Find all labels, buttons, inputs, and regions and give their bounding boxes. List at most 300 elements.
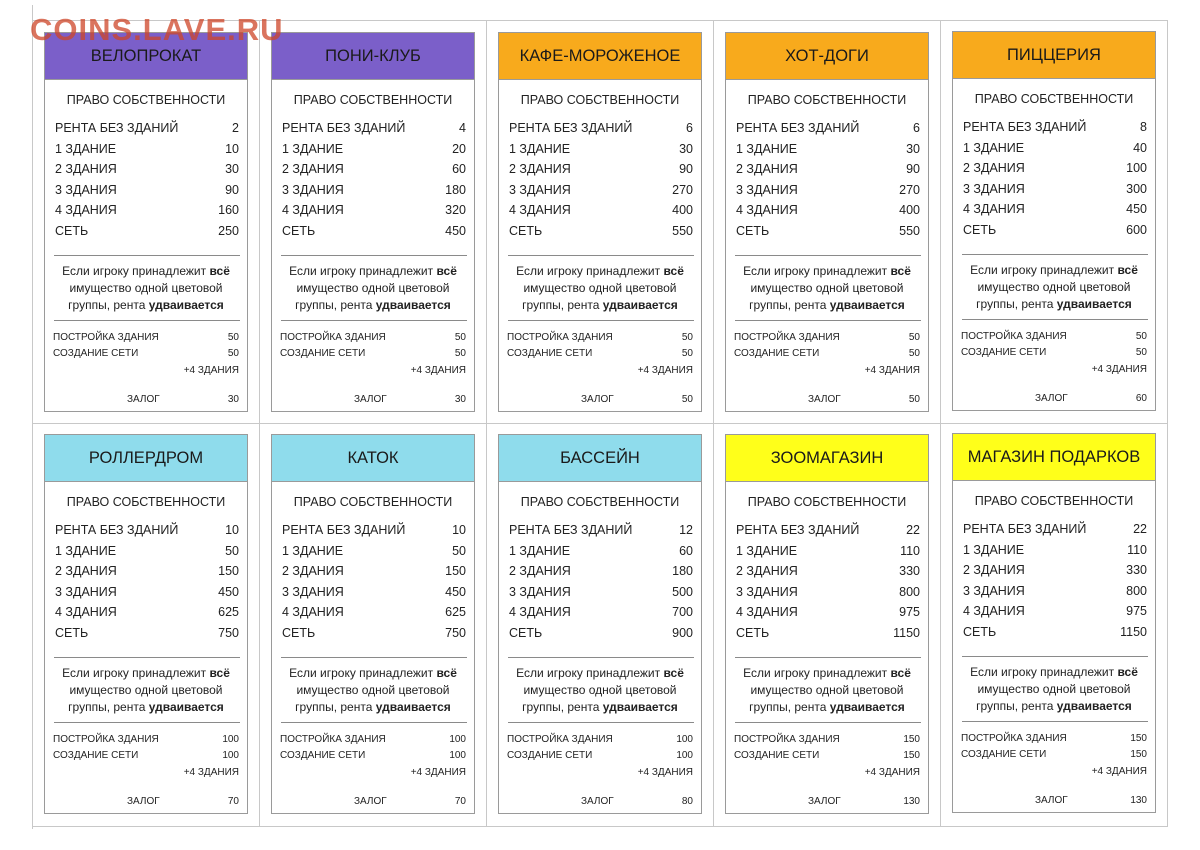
rent-3-buildings-row [282,183,466,204]
rent-no-buildings-label: РЕНТА БЕЗ ЗДАНИЙ [509,523,633,537]
rent-no-buildings-row [963,522,1147,543]
rent-2-buildings-label: 2 ЗДАНИЯ [55,162,117,177]
notice-emphasis: удваивается [602,700,678,714]
rent-2-buildings-label: 2 ЗДАНИЯ [509,162,571,177]
network-note: +4 ЗДАНИЯ [637,766,693,778]
divider [54,320,240,321]
network-cost-row [961,749,1147,765]
notice-emphasis: всё [890,264,911,278]
rent-4-buildings-value: 700 [672,605,693,620]
build-cost-row [507,332,693,348]
network-note-row [53,365,239,381]
build-costs [507,734,693,783]
rent-1-building-label: 1 ЗДАНИЕ [736,141,798,156]
rent-1-building-row [509,142,693,163]
divider [735,320,921,321]
rent-1-building-label: 1 ЗДАНИЕ [55,543,117,558]
network-cost-label: СОЗДАНИЕ СЕТИ [53,348,139,360]
rent-4-buildings-label: 4 ЗДАНИЯ [55,203,117,218]
card-title: КАФЕ-МОРОЖЕНОЕ [499,33,701,80]
rent-4-buildings-row [509,605,693,626]
notice-emphasis: удваивается [1056,699,1132,713]
notice-emphasis: удваивается [829,700,905,714]
mortgage-label: ЗАЛОГ [581,796,614,807]
mortgage-value: 130 [1130,795,1147,806]
rent-1-building-row [282,142,466,163]
network-note-row [507,767,693,783]
divider [962,656,1148,657]
mortgage-value: 50 [908,394,920,405]
rent-network-value: 750 [445,625,466,640]
rent-network-label: СЕТЬ [509,625,543,640]
rent-network-label: СЕТЬ [736,223,770,238]
rent-1-building-label: 1 ЗДАНИЕ [963,542,1025,557]
notice-emphasis: всё [1117,263,1138,277]
divider [508,255,694,256]
build-cost-row [961,733,1147,749]
network-cost-label: СОЗДАНИЕ СЕТИ [53,750,139,762]
notice-emphasis: всё [209,264,230,278]
network-cost-value: 150 [1130,749,1147,761]
ownership-label: ПРАВО СОБСТВЕННОСТИ [747,93,907,107]
network-note: +4 ЗДАНИЯ [864,766,920,778]
rent-no-buildings-value: 4 [459,121,466,135]
rent-4-buildings-value: 160 [218,203,239,218]
network-note-row [507,365,693,381]
property-card [44,32,248,412]
rent-no-buildings-value: 10 [225,523,239,537]
rent-no-buildings-label: РЕНТА БЕЗ ЗДАНИЙ [509,121,633,135]
rent-no-buildings-label: РЕНТА БЕЗ ЗДАНИЙ [736,523,860,537]
rent-2-buildings-value: 330 [899,564,920,579]
network-cost-value: 50 [681,348,693,360]
build-cost-label: ПОСТРОЙКА ЗДАНИЯ [53,734,159,745]
rent-1-building-row [509,544,693,565]
network-cost-value: 50 [1135,347,1147,359]
rent-3-buildings-row [736,183,920,204]
rent-3-buildings-label: 3 ЗДАНИЯ [736,584,798,599]
rent-no-buildings-row [509,523,693,544]
rent-4-buildings-label: 4 ЗДАНИЯ [963,202,1025,217]
build-costs [53,734,239,783]
network-cost-label: СОЗДАНИЕ СЕТИ [734,348,820,360]
divider [54,657,240,658]
build-cost-value: 100 [449,734,466,745]
mortgage-row [1035,393,1147,404]
network-cost-row [507,348,693,364]
rent-no-buildings-label: РЕНТА БЕЗ ЗДАНИЙ [282,121,406,135]
notice-emphasis: всё [663,666,684,680]
mortgage-row [1035,795,1147,806]
build-cost-value: 100 [222,734,239,745]
build-costs [280,332,466,381]
rent-table [963,120,1147,244]
ownership-label: ПРАВО СОБСТВЕННОСТИ [974,92,1134,106]
build-cost-label: ПОСТРОЙКА ЗДАНИЯ [280,734,386,745]
mortgage-label: ЗАЛОГ [808,394,841,405]
notice-text: группы, рента [68,298,149,312]
rent-2-buildings-label: 2 ЗДАНИЯ [736,564,798,579]
rent-no-buildings-row [736,121,920,142]
color-group-notice [278,263,468,314]
notice-text: имущество одной цветовой [296,683,450,697]
rent-2-buildings-label: 2 ЗДАНИЯ [55,564,117,579]
rent-network-value: 600 [1126,222,1147,237]
rent-4-buildings-row [55,203,239,224]
network-cost-row [734,348,920,364]
network-note: +4 ЗДАНИЯ [183,364,239,376]
network-note: +4 ЗДАНИЯ [864,364,920,376]
notice-text: Если игроку принадлежит [970,263,1118,277]
property-card [952,433,1156,813]
rent-2-buildings-row [55,162,239,183]
build-cost-label: ПОСТРОЙКА ЗДАНИЯ [53,332,159,343]
build-cost-row [961,331,1147,347]
rent-no-buildings-row [963,120,1147,141]
rent-4-buildings-row [736,203,920,224]
divider [735,657,921,658]
rent-no-buildings-value: 22 [906,523,920,537]
rent-4-buildings-label: 4 ЗДАНИЯ [736,605,798,620]
rent-no-buildings-label: РЕНТА БЕЗ ЗДАНИЙ [963,120,1087,134]
mortgage-row [354,394,466,405]
notice-emphasis: всё [436,264,457,278]
network-cost-value: 50 [908,348,920,360]
rent-4-buildings-row [736,605,920,626]
network-note: +4 ЗДАНИЯ [1091,363,1147,375]
rent-1-building-value: 60 [679,543,693,558]
divider [281,722,467,723]
rent-2-buildings-value: 150 [445,564,466,579]
network-cost-label: СОЗДАНИЕ СЕТИ [507,750,593,762]
mortgage-label: ЗАЛОГ [354,394,387,405]
card-title: БАССЕЙН [499,435,701,482]
rent-1-building-label: 1 ЗДАНИЕ [736,543,798,558]
rent-3-buildings-row [736,585,920,606]
card-title: ВЕЛОПРОКАТ [45,33,247,80]
card-title: ПОНИ-КЛУБ [272,33,474,80]
rent-1-building-value: 110 [900,543,920,558]
rent-4-buildings-value: 400 [672,203,693,218]
build-costs [961,331,1147,380]
build-cost-row [507,734,693,750]
notice-emphasis: удваивается [1056,297,1132,311]
notice-text: имущество одной цветовой [750,281,904,295]
rent-2-buildings-row [509,162,693,183]
rent-1-building-row [282,544,466,565]
network-cost-label: СОЗДАНИЕ СЕТИ [734,750,820,762]
rent-4-buildings-label: 4 ЗДАНИЯ [509,605,571,620]
notice-emphasis: всё [209,666,230,680]
rent-no-buildings-label: РЕНТА БЕЗ ЗДАНИЙ [282,523,406,537]
notice-text: имущество одной цветовой [977,280,1131,294]
build-costs [961,733,1147,782]
mortgage-label: ЗАЛОГ [1035,795,1068,806]
mortgage-value: 130 [903,796,920,807]
rent-no-buildings-row [55,121,239,142]
rent-2-buildings-label: 2 ЗДАНИЯ [282,564,344,579]
color-group-notice [278,665,468,716]
rent-2-buildings-row [963,563,1147,584]
ownership-label: ПРАВО СОБСТВЕННОСТИ [747,495,907,509]
divider [508,657,694,658]
notice-emphasis: удваивается [375,298,451,312]
divider [508,722,694,723]
mortgage-row [581,394,693,405]
rent-no-buildings-row [509,121,693,142]
rent-2-buildings-row [736,162,920,183]
divider [962,319,1148,320]
notice-emphasis: всё [663,264,684,278]
rent-network-value: 450 [445,223,466,238]
build-costs [734,332,920,381]
color-group-notice [732,263,922,314]
network-cost-label: СОЗДАНИЕ СЕТИ [507,348,593,360]
network-cost-row [280,750,466,766]
rent-3-buildings-label: 3 ЗДАНИЯ [282,584,344,599]
network-note-row [734,365,920,381]
ownership-label: ПРАВО СОБСТВЕННОСТИ [520,495,680,509]
divider [54,722,240,723]
mortgage-label: ЗАЛОГ [1035,393,1068,404]
rent-table [736,121,920,245]
rent-2-buildings-label: 2 ЗДАНИЯ [736,162,798,177]
network-cost-value: 50 [227,348,239,360]
rent-3-buildings-value: 800 [1126,583,1147,598]
rent-network-row [282,626,466,647]
rent-4-buildings-value: 975 [1126,604,1147,619]
rent-3-buildings-value: 450 [445,584,466,599]
rent-2-buildings-value: 60 [452,162,466,177]
notice-text: Если игроку принадлежит [62,666,210,680]
build-cost-label: ПОСТРОЙКА ЗДАНИЯ [280,332,386,343]
notice-text: Если игроку принадлежит [289,666,437,680]
notice-text: имущество одной цветовой [523,281,677,295]
rent-3-buildings-value: 300 [1126,181,1147,196]
rent-1-building-row [55,544,239,565]
rent-4-buildings-value: 400 [899,203,920,218]
rent-3-buildings-row [509,183,693,204]
rent-1-building-value: 50 [452,543,466,558]
rent-4-buildings-value: 625 [218,605,239,620]
network-cost-value: 50 [454,348,466,360]
property-card [952,31,1156,411]
rent-network-row [736,224,920,245]
rent-3-buildings-value: 800 [899,584,920,599]
rent-1-building-value: 30 [906,141,920,156]
network-note: +4 ЗДАНИЯ [410,766,466,778]
notice-text: имущество одной цветовой [750,683,904,697]
rent-network-label: СЕТЬ [55,223,89,238]
rent-no-buildings-value: 12 [679,523,693,537]
rent-no-buildings-label: РЕНТА БЕЗ ЗДАНИЙ [55,121,179,135]
rent-4-buildings-label: 4 ЗДАНИЯ [282,203,344,218]
rent-network-row [736,626,920,647]
rent-network-value: 1150 [1120,624,1147,639]
rent-3-buildings-label: 3 ЗДАНИЯ [963,583,1025,598]
mortgage-row [808,394,920,405]
rent-1-building-label: 1 ЗДАНИЕ [282,543,344,558]
rent-no-buildings-row [282,121,466,142]
notice-text: Если игроку принадлежит [743,666,891,680]
rent-table [282,523,466,647]
mortgage-label: ЗАЛОГ [581,394,614,405]
build-costs [507,332,693,381]
rent-network-row [509,626,693,647]
build-cost-row [53,332,239,348]
notice-text: имущество одной цветовой [296,281,450,295]
mortgage-row [808,796,920,807]
property-card [725,32,929,412]
rent-network-value: 750 [218,625,239,640]
color-group-notice [505,263,695,314]
rent-no-buildings-value: 6 [686,121,693,135]
divider [735,255,921,256]
notice-text: Если игроку принадлежит [289,264,437,278]
rent-network-label: СЕТЬ [963,222,997,237]
color-group-notice [505,665,695,716]
rent-1-building-row [736,544,920,565]
ownership-label: ПРАВО СОБСТВЕННОСТИ [974,494,1134,508]
rent-2-buildings-value: 30 [225,162,239,177]
rent-table [736,523,920,647]
rent-4-buildings-label: 4 ЗДАНИЯ [55,605,117,620]
property-card [44,434,248,814]
rent-3-buildings-value: 90 [225,182,239,197]
build-cost-row [734,332,920,348]
network-cost-row [53,750,239,766]
rent-no-buildings-row [282,523,466,544]
rent-no-buildings-label: РЕНТА БЕЗ ЗДАНИЙ [963,522,1087,536]
notice-text: Если игроку принадлежит [970,665,1118,679]
network-cost-value: 100 [676,750,693,762]
notice-text: группы, рента [749,700,830,714]
rent-no-buildings-label: РЕНТА БЕЗ ЗДАНИЙ [55,523,179,537]
rent-1-building-value: 30 [679,141,693,156]
property-card [271,434,475,814]
notice-text: Если игроку принадлежит [62,264,210,278]
network-cost-label: СОЗДАНИЕ СЕТИ [961,347,1047,359]
rent-table [963,522,1147,646]
build-cost-row [280,734,466,750]
network-cost-label: СОЗДАНИЕ СЕТИ [280,750,366,762]
rent-3-buildings-row [55,183,239,204]
build-costs [734,734,920,783]
rent-3-buildings-label: 3 ЗДАНИЯ [509,584,571,599]
rent-network-value: 1150 [893,625,920,640]
rent-1-building-value: 20 [452,141,466,156]
rent-2-buildings-value: 180 [672,564,693,579]
color-group-notice [51,263,241,314]
rent-table [55,121,239,245]
notice-emphasis: удваивается [829,298,905,312]
rent-2-buildings-label: 2 ЗДАНИЯ [282,162,344,177]
rent-network-row [963,223,1147,244]
rent-3-buildings-row [509,585,693,606]
mortgage-row [127,394,239,405]
rent-3-buildings-row [963,182,1147,203]
mortgage-label: ЗАЛОГ [808,796,841,807]
build-cost-row [280,332,466,348]
network-cost-row [53,348,239,364]
property-card [498,32,702,412]
network-cost-row [507,750,693,766]
build-cost-label: ПОСТРОЙКА ЗДАНИЯ [961,733,1067,744]
rent-1-building-label: 1 ЗДАНИЕ [509,543,571,558]
rent-4-buildings-row [55,605,239,626]
network-cost-label: СОЗДАНИЕ СЕТИ [280,348,366,360]
rent-network-row [963,625,1147,646]
mortgage-row [354,796,466,807]
rent-1-building-row [963,141,1147,162]
notice-text: группы, рента [976,297,1057,311]
notice-emphasis: всё [436,666,457,680]
divider [281,255,467,256]
notice-emphasis: всё [1117,665,1138,679]
rent-network-value: 550 [672,223,693,238]
ownership-label: ПРАВО СОБСТВЕННОСТИ [293,93,453,107]
rent-2-buildings-label: 2 ЗДАНИЯ [509,564,571,579]
network-note-row [53,767,239,783]
rent-3-buildings-value: 180 [445,182,466,197]
color-group-notice [959,664,1149,715]
rent-no-buildings-value: 6 [913,121,920,135]
divider [281,657,467,658]
build-cost-row [53,734,239,750]
rent-3-buildings-value: 270 [672,182,693,197]
rent-3-buildings-value: 500 [672,584,693,599]
rent-3-buildings-row [282,585,466,606]
build-cost-label: ПОСТРОЙКА ЗДАНИЯ [961,331,1067,342]
card-title: КАТОК [272,435,474,482]
card-title: ХОТ-ДОГИ [726,33,928,80]
mortgage-label: ЗАЛОГ [127,394,160,405]
rent-1-building-label: 1 ЗДАНИЕ [509,141,571,156]
rent-2-buildings-row [282,564,466,585]
rent-2-buildings-value: 330 [1126,563,1147,578]
rent-2-buildings-row [736,564,920,585]
build-cost-label: ПОСТРОЙКА ЗДАНИЯ [734,332,840,343]
rent-network-row [55,626,239,647]
rent-4-buildings-value: 625 [445,605,466,620]
rent-network-row [282,224,466,245]
card-title: РОЛЛЕРДРОМ [45,435,247,482]
rent-3-buildings-value: 450 [218,584,239,599]
rent-4-buildings-value: 450 [1126,202,1147,217]
network-cost-value: 150 [903,750,920,762]
watermark: COINS.LAVE.RU [30,12,284,47]
color-group-notice [732,665,922,716]
notice-emphasis: всё [890,666,911,680]
ownership-label: ПРАВО СОБСТВЕННОСТИ [293,495,453,509]
rent-1-building-value: 40 [1133,140,1147,155]
notice-text: Если игроку принадлежит [516,666,664,680]
notice-text: группы, рента [68,700,149,714]
rent-4-buildings-value: 975 [899,605,920,620]
rent-no-buildings-value: 8 [1140,120,1147,134]
rent-no-buildings-row [736,523,920,544]
rent-network-label: СЕТЬ [55,625,89,640]
rent-3-buildings-label: 3 ЗДАНИЯ [736,182,798,197]
build-cost-value: 50 [908,332,920,343]
property-card [498,434,702,814]
color-group-notice [51,665,241,716]
rent-network-value: 550 [899,223,920,238]
mortgage-label: ЗАЛОГ [354,796,387,807]
mortgage-value: 50 [681,394,693,405]
build-costs [280,734,466,783]
mortgage-value: 30 [454,394,466,405]
